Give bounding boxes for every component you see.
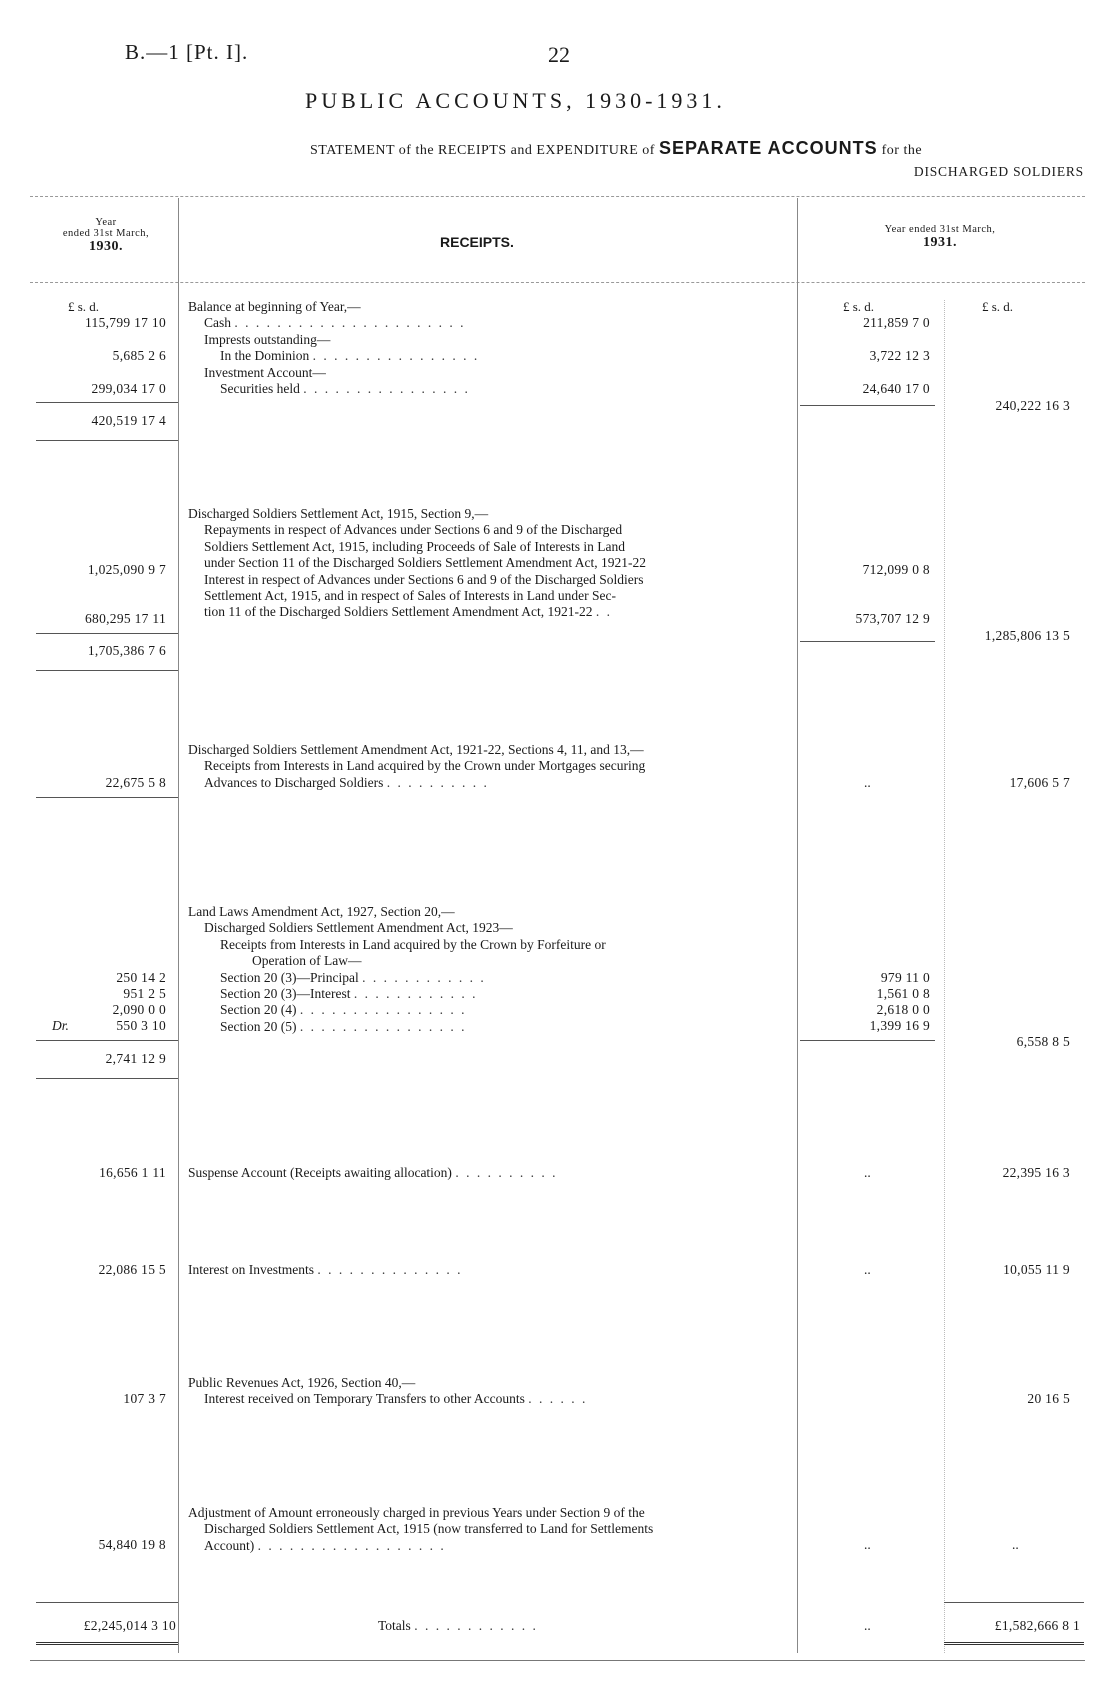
balance-cur-cash: 211,859 7 0 (863, 315, 930, 330)
land-laws-item-2: Section 20 (3)—Interest . . . . . . . . . . . . (220, 986, 478, 1002)
adjustment-cur-mid: .. (864, 1537, 871, 1552)
totals-cur: £1,582,666 8 1 (994, 1618, 1080, 1633)
dss-prev-rule (36, 633, 178, 634)
land-laws-prev-4: 550 3 10 (116, 1018, 166, 1033)
cur-year-line1: Year ended 31st March, (884, 224, 996, 235)
bottom-rule (30, 1660, 1085, 1661)
cash-label: Cash . . . . . . . . . . . . . . . . . . . . . . (204, 315, 466, 331)
interest-prev: 22,086 15 5 (98, 1262, 166, 1277)
adjustment-cur: .. (1012, 1537, 1019, 1552)
balance-section (188, 299, 479, 397)
land-laws-prev-1: 250 14 2 (116, 970, 166, 985)
adjustment-line2: Discharged Soldiers Settlement Act, 1915 (now transferred to Land for Settlements (204, 1521, 654, 1537)
prev-year-line2: ended 31st March, (62, 228, 150, 239)
land-laws-item-1: Section 20 (3)—Principal . . . . . . . . . . . . (220, 969, 486, 985)
land-laws-prev-2: 951 2 5 (123, 986, 166, 1001)
amendment-prev: 22,675 5 8 (105, 775, 166, 790)
page-number: 22 (548, 42, 570, 67)
amendment-cur-mid: .. (864, 775, 871, 790)
imprests-label: Imprests outstanding— (204, 331, 331, 347)
amendment-line1: Receipts from Interests in Land acquired by the Crown under Mortgages securing (204, 758, 646, 774)
dss-cur-rule (800, 641, 935, 642)
land-laws-item-3: Section 20 (4) . . . . . . . . . . . . . . . . (220, 1002, 467, 1018)
receipts-heading: RECEIPTS. (440, 234, 514, 250)
amendment-line2: Advances to Discharged Soldiers . . . . . . . . . . (204, 774, 489, 790)
totals-prev-double-rule (36, 1642, 178, 1645)
balance-prev-cash: 115,799 17 10 (84, 315, 166, 330)
prev-year: 1930. (89, 239, 123, 254)
land-laws-prev-rule-2 (36, 1078, 178, 1079)
amendment-section (188, 742, 645, 791)
land-laws-cur-4: 1,399 16 9 (869, 1018, 930, 1033)
balance-cur-securities: 24,640 17 0 (862, 381, 930, 396)
dss-interest-line1: Interest in respect of Advances under Sections 6 and 9 of the Discharged Soldiers (204, 571, 644, 587)
dss-prev-interest: 680,295 17 11 (84, 611, 166, 626)
interest-row: Interest on Investments . . . . . . . . . . . . . . (188, 1262, 463, 1277)
dss-cur-interest: 573,707 12 9 (855, 611, 930, 626)
suspense-prev: 16,656 1 11 (99, 1165, 166, 1180)
interest-cur: 10,055 11 9 (1003, 1262, 1070, 1277)
land-laws-cur-3: 2,618 0 0 (876, 1002, 930, 1017)
balance-prev-rule-2 (36, 440, 178, 441)
land-laws-item-4: Section 20 (5) . . . . . . . . . . . . . . . . (220, 1018, 467, 1034)
dss-prev-repay: 1,025,090 9 7 (87, 562, 166, 577)
amendment-cur: 17,606 5 7 (1009, 775, 1070, 790)
land-laws-cur-2: 1,561 0 8 (876, 986, 930, 1001)
statement-prefix: STATEMENT of the RECEIPTS and EXPENDITURE of (310, 143, 655, 158)
land-laws-line2: Operation of Law— (252, 953, 362, 969)
adjustment-prev: 54,840 19 8 (98, 1537, 166, 1552)
land-laws-cur-rule (800, 1040, 935, 1041)
totals-cur-rule-top (944, 1602, 1084, 1603)
land-laws-prev-3: 2,090 0 0 (112, 1002, 166, 1017)
public-revenues-prev: 107 3 7 (123, 1391, 166, 1406)
land-laws-cur-1: 979 11 0 (880, 970, 930, 985)
dss-repay-line1: Repayments in respect of Advances under Sections 6 and 9 of the Discharged (204, 522, 623, 538)
dss-cur-total: 1,285,806 13 5 (984, 628, 1070, 643)
land-laws-section (188, 904, 606, 1035)
header-top-rule (30, 196, 1085, 197)
adjustment-section (188, 1505, 653, 1554)
amendment-prev-rule (36, 797, 178, 798)
totals-cur-mid: .. (864, 1618, 871, 1633)
statement-suffix: for the (881, 143, 923, 158)
debit-marker: Dr. (52, 1018, 69, 1033)
header-bottom-rule (30, 282, 1085, 283)
cur-year: 1931. (923, 235, 957, 250)
suspense-label: Suspense Account (Receipts awaiting allocation) (188, 1165, 452, 1180)
land-laws-heading: Land Laws Amendment Act, 1927, Section 20,— (188, 904, 455, 919)
column-divider-inner (944, 300, 945, 1653)
balance-prev-securities: 299,034 17 0 (91, 381, 166, 396)
suspense-row: Suspense Account (Receipts awaiting allocation) . . . . . . . . . . (188, 1165, 558, 1180)
totals-cur-double-rule (944, 1642, 1084, 1645)
amendment-heading: Discharged Soldiers Settlement Amendment Act, 1921-22, Sections 4, 11, and 13,— (188, 742, 644, 757)
adjustment-line3: Account) . . . . . . . . . . . . . . . . . . (204, 1537, 446, 1553)
lsd-label-prev: £ s. d. (68, 299, 100, 314)
public-revenues-section (188, 1375, 587, 1408)
land-laws-sub: Discharged Soldiers Settlement Amendment Act, 1923— (204, 920, 513, 936)
balance-prev-rule (36, 402, 178, 403)
prev-year-heading (36, 217, 176, 255)
interest-label: Interest on Investments (188, 1262, 314, 1277)
balance-cur-rule (800, 405, 935, 406)
dss-prev-rule-2 (36, 670, 178, 671)
lsd-label-cur-a: £ s. d. (843, 299, 875, 314)
totals-label: Totals (378, 1618, 411, 1633)
totals-prev: £2,245,014 3 10 (83, 1618, 176, 1633)
lsd-label-cur-b: £ s. d. (982, 299, 1014, 314)
dss-act-section (188, 506, 646, 621)
interest-cur-mid: .. (864, 1262, 871, 1277)
statement-heading (310, 138, 922, 159)
balance-heading: Balance at beginning of Year,— (188, 299, 361, 314)
dss-interest-line2: Settlement Act, 1915, and in respect of Sales of Interests in Land under Sec- (204, 588, 617, 604)
dss-repay-line3: under Section 11 of the Discharged Soldiers Settlement Amendment Act, 1921-22 (204, 555, 647, 571)
balance-prev-dominion: 5,685 2 6 (112, 348, 166, 363)
column-divider-left (178, 198, 179, 1653)
dss-interest-line3: tion 11 of the Discharged Soldiers Settlement Amendment Act, 1921-22 . . (204, 604, 612, 620)
public-revenues-cur: 20 16 5 (1027, 1391, 1070, 1406)
account-name: DISCHARGED SOLDIERS (913, 164, 1084, 179)
dss-prev-total: 1,705,386 7 6 (87, 643, 166, 658)
dss-act-heading: Discharged Soldiers Settlement Act, 1915, Section 9,— (188, 506, 489, 521)
column-divider-right (797, 198, 798, 1653)
totals-prev-rule-top (36, 1602, 178, 1603)
dss-cur-repay: 712,099 0 8 (862, 562, 930, 577)
statement-bold: SEPARATE ACCOUNTS (658, 138, 878, 158)
dss-repay-line2: Soldiers Settlement Act, 1915, including Proceeds of Sale of Interests in Land (204, 538, 626, 554)
adjustment-line1: Adjustment of Amount erroneously charged in previous Years under Section 9 of the (188, 1505, 645, 1520)
prev-year-line1: Year (95, 217, 117, 228)
land-laws-prev-total: 2,741 12 9 (105, 1051, 166, 1066)
land-laws-prev-rule (36, 1040, 178, 1041)
investment-label: Investment Account— (204, 364, 326, 380)
balance-prev-total: 420,519 17 4 (91, 413, 166, 428)
suspense-cur: 22,395 16 3 (1002, 1165, 1070, 1180)
dominion-label: In the Dominion . . . . . . . . . . . . . . . . (220, 348, 480, 364)
suspense-cur-mid: .. (864, 1165, 871, 1180)
balance-cur-dominion: 3,722 12 3 (869, 348, 930, 363)
land-laws-line1: Receipts from Interests in Land acquired by the Crown by Forfeiture or (220, 936, 606, 952)
public-revenues-label: Interest received on Temporary Transfers to other Accounts . . . . . . (204, 1391, 588, 1407)
document-reference: B.—1 [Pt. I]. (125, 40, 249, 64)
public-revenues-heading: Public Revenues Act, 1926, Section 40,— (188, 1375, 416, 1390)
land-laws-cur-total: 6,558 8 5 (1016, 1034, 1070, 1049)
balance-cur-total: 240,222 16 3 (995, 398, 1070, 413)
page-title: PUBLIC ACCOUNTS, 1930-1931. (305, 88, 726, 113)
totals-row: Totals . . . . . . . . . . . . (378, 1618, 538, 1633)
securities-label: Securities held . . . . . . . . . . . . . . . . (220, 381, 470, 397)
cur-year-heading (820, 224, 1060, 251)
